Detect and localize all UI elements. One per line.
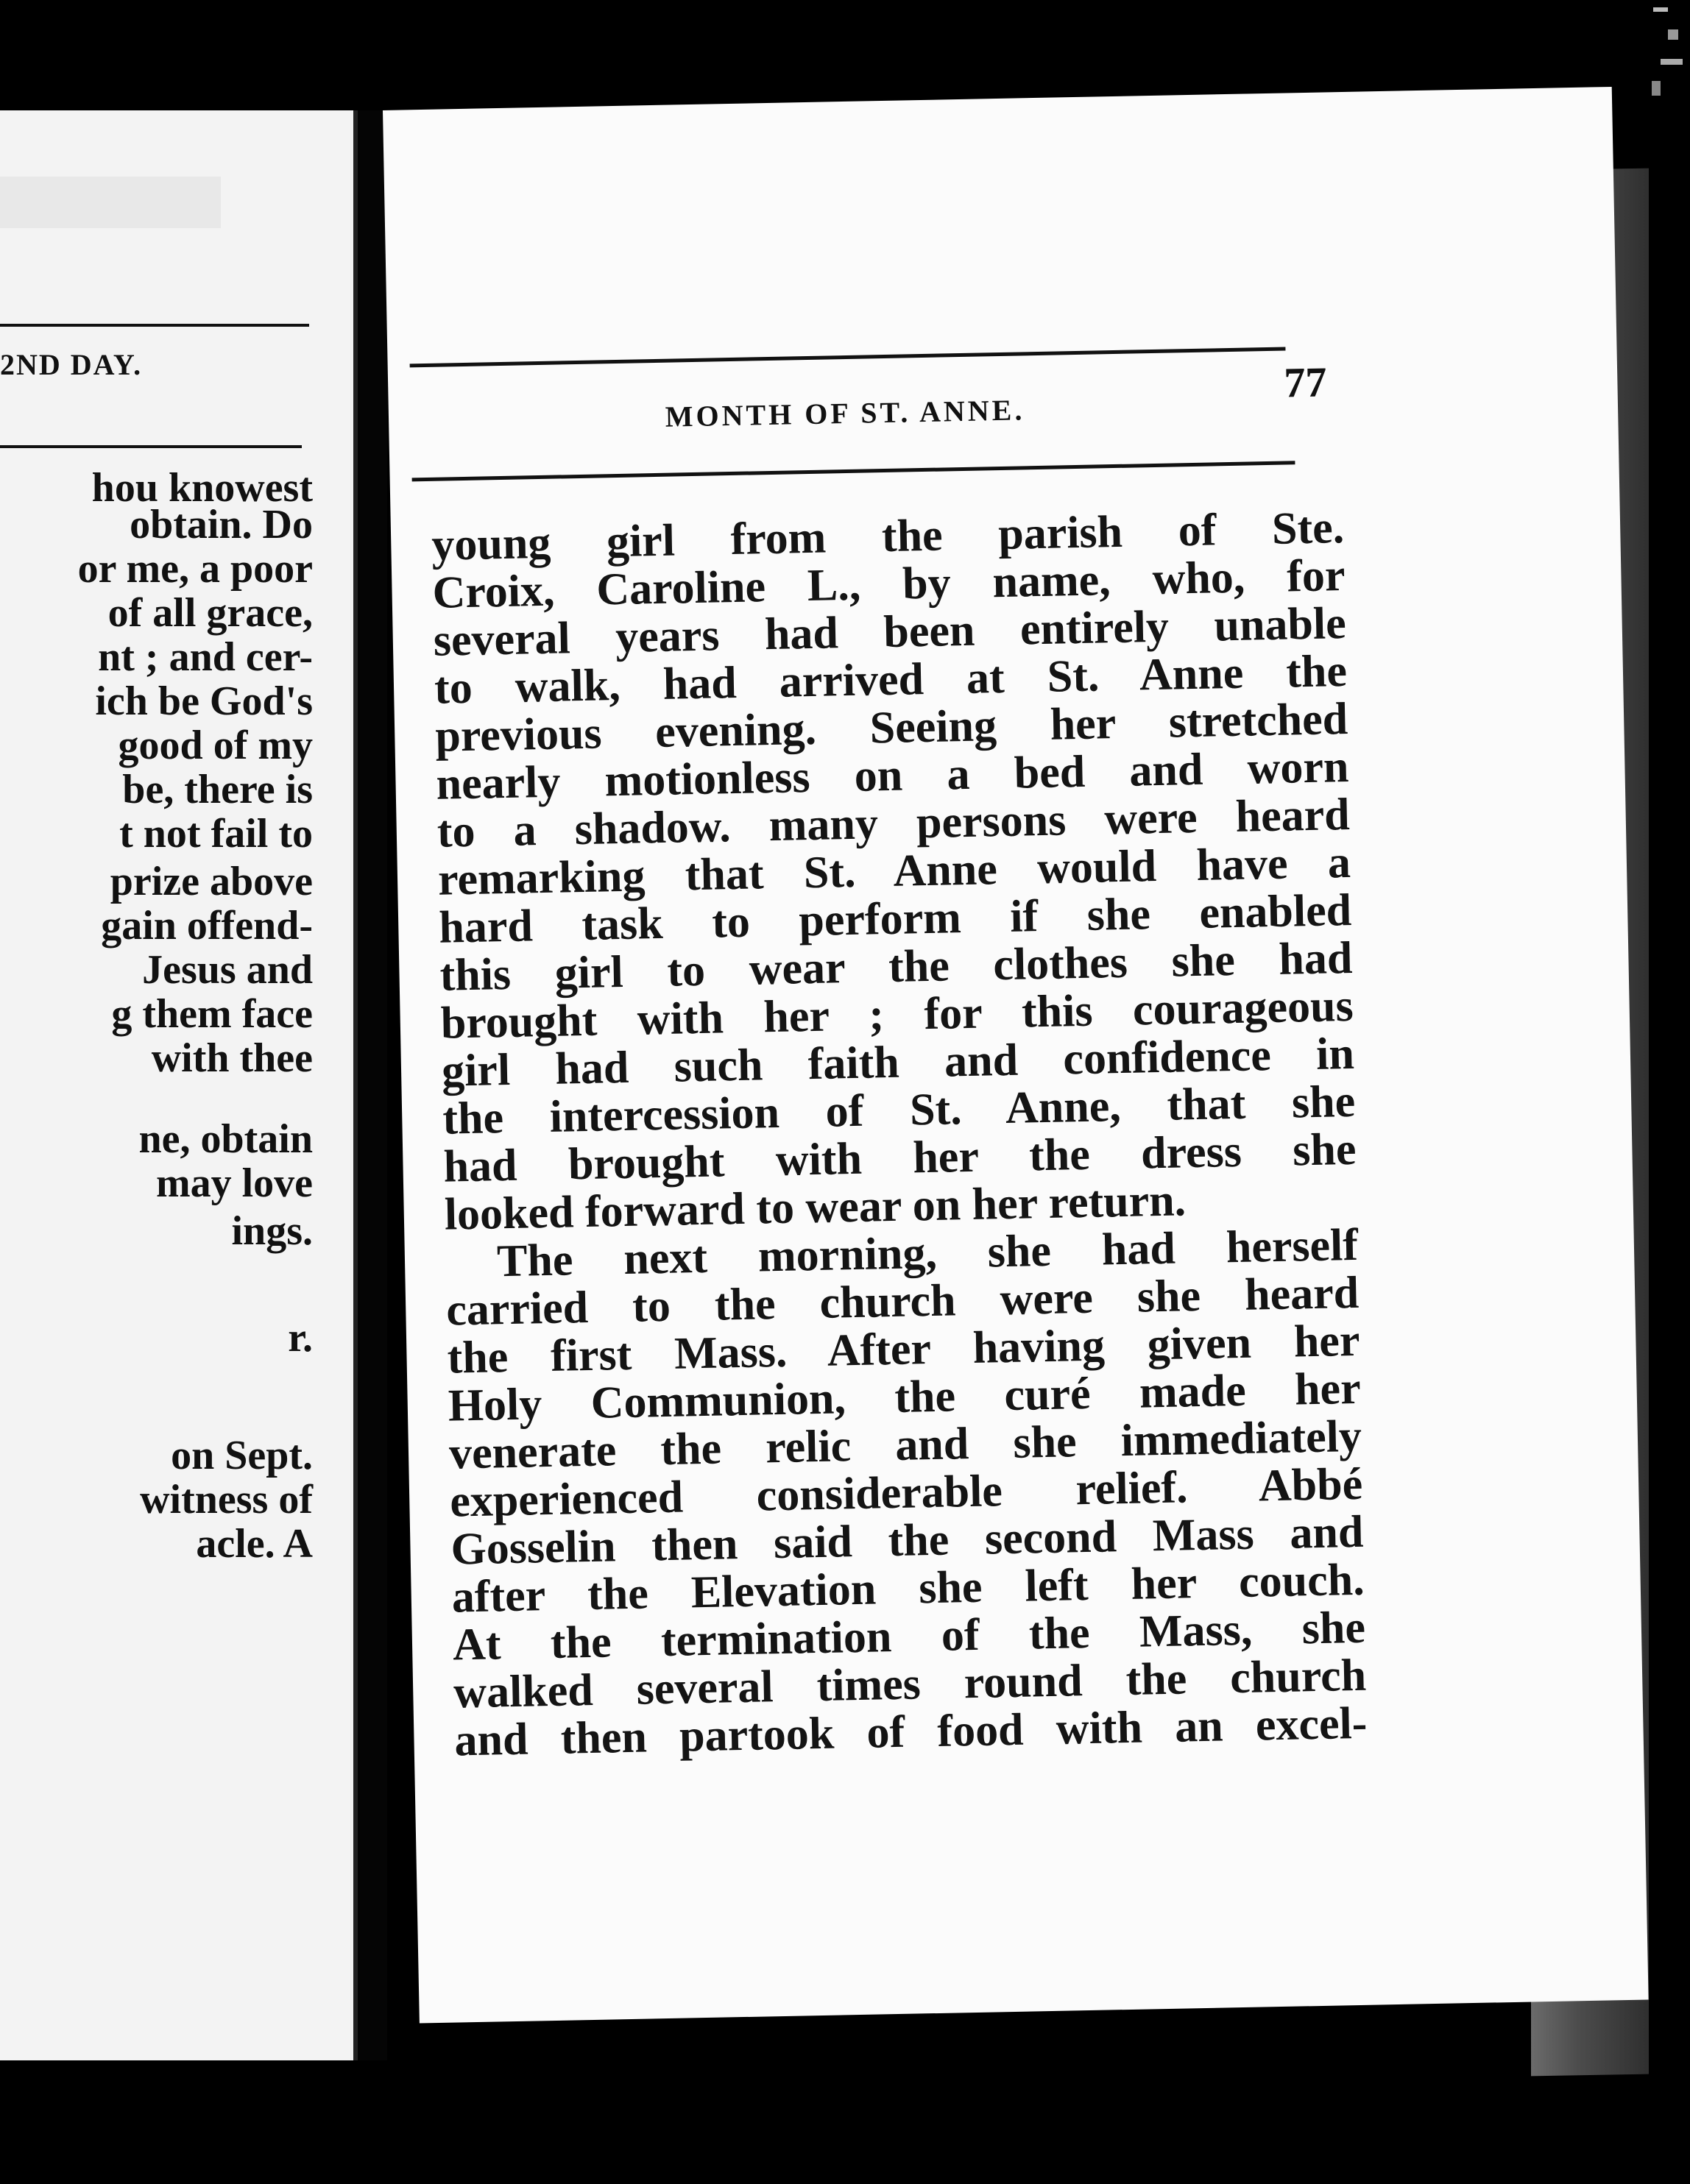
text-line: looked forward to wear on her return. [444, 1175, 1187, 1240]
left-text-line: good of my [118, 723, 313, 768]
text-line: Holy Communion, the curé made her [448, 1363, 1362, 1431]
running-head: MONTH OF ST. ANNE. [665, 393, 1025, 433]
left-text-line: gain offend- [101, 903, 313, 949]
header-rule-bottom [0, 445, 302, 448]
left-running-head: 2ND DAY. [0, 348, 143, 381]
text-line: Croix, Caroline L., by name, who, for [431, 550, 1346, 618]
text-line: girl had such faith and confidence in [441, 1028, 1355, 1096]
text-line: hard task to perform if she enabled [438, 884, 1352, 953]
left-text-line: with thee [151, 1035, 313, 1081]
left-page [0, 110, 358, 2060]
text-line: and then partook of food with an excel- [453, 1698, 1368, 1766]
text-line: previous evening. Seeing her stretched [434, 693, 1348, 762]
text-line: experienced considerable relief. Abbé [449, 1458, 1363, 1527]
text-line: venerate the relic and she immediately [448, 1411, 1362, 1479]
left-text-line: hou knowest [91, 465, 313, 511]
left-text-line: prize above [110, 859, 313, 904]
text-line: to walk, had arrived at St. Anne the [434, 646, 1348, 714]
left-text-line: acle. A [196, 1521, 313, 1567]
page-tab-tear [0, 177, 221, 228]
text-line: Gosselin then said the second Mass and [450, 1506, 1364, 1575]
left-text-line: r. [288, 1315, 313, 1361]
left-text-line: g them face [111, 991, 313, 1037]
text-line: carried to the church were she heard [445, 1267, 1360, 1336]
text-line: The next morning, she had herself [496, 1219, 1359, 1287]
text-line: walked several times round the church [453, 1650, 1367, 1718]
left-text-line: t not fail to [119, 811, 313, 857]
header-rule-bottom [412, 461, 1295, 481]
text-line: to a shadow. many persons were heard [436, 789, 1351, 857]
left-text-line: or me, a poor [77, 546, 313, 592]
scan-edge-noise [1646, 0, 1690, 118]
header-rule-top [410, 347, 1286, 368]
left-text-line: be, there is [122, 767, 313, 812]
left-text-line: nt ; and cer- [98, 634, 313, 680]
right-page [383, 87, 1649, 2024]
text-line: had brought with her the dress she [442, 1124, 1357, 1192]
text-line: At the termination of the Mass, she [452, 1602, 1366, 1670]
left-text-line: witness of [140, 1477, 313, 1522]
left-text-line: on Sept. [171, 1433, 313, 1478]
text-line: remarking that St. Anne would have a [437, 837, 1351, 905]
paragraph-1 [431, 504, 1357, 1239]
book-gutter [358, 110, 387, 2060]
left-text-line: Jesus and [142, 947, 313, 993]
paragraph-2 [445, 1219, 1368, 1766]
body-text [431, 504, 1368, 1765]
header-rule-top [0, 324, 309, 327]
text-line: the first Mass. After having given her [446, 1315, 1360, 1383]
text-line: brought with her ; for this courageous [440, 980, 1354, 1049]
text-line: several years had been entirely unable [433, 598, 1347, 666]
left-text-line: ich be God's [95, 678, 313, 724]
text-line: the intercession of St. Anne, that she [442, 1076, 1356, 1144]
left-text-line: ne, obtain [138, 1116, 313, 1162]
left-text-line: of all grace, [107, 590, 313, 636]
page-number: 77 [1283, 358, 1327, 407]
left-text-line: ings. [231, 1208, 313, 1254]
left-text-line: obtain. Do [130, 502, 313, 547]
text-line: after the Elevation she left her couch. [451, 1554, 1365, 1623]
text-line: young girl from the parish of Ste. [431, 503, 1345, 570]
text-line: nearly motionless on a bed and worn [435, 741, 1350, 809]
text-line: this girl to wear the clothes she had [439, 932, 1354, 1001]
left-text-line: may love [155, 1160, 313, 1206]
